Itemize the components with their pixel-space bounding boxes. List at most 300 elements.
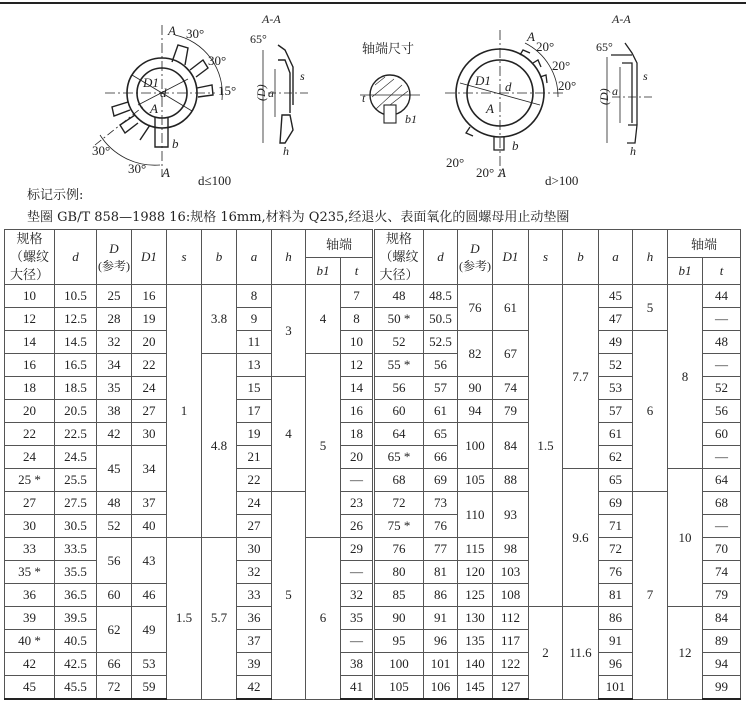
dimension-t-label: t xyxy=(362,91,366,105)
cell-spec: 27 xyxy=(5,492,55,515)
cell-d: 16.5 xyxy=(55,354,97,377)
cell-spec: 16 xyxy=(5,354,55,377)
cell-D1: 84 xyxy=(493,423,529,469)
dimension-a-label: a xyxy=(268,86,274,100)
header-b-symbol: b xyxy=(577,249,584,264)
cell-spec: 33 xyxy=(5,538,55,561)
cell-d: 56 xyxy=(424,354,458,377)
cell-spec: 50 * xyxy=(374,308,424,331)
cell-a: 17 xyxy=(237,400,272,423)
cell-d: 81 xyxy=(424,561,458,584)
cell-s: 1 xyxy=(167,285,202,538)
cell-D: 34 xyxy=(97,354,132,377)
cell-spec: 90 xyxy=(374,607,424,630)
washer-front-view-large xyxy=(445,29,578,187)
header-a xyxy=(237,230,272,285)
cell-spec: 64 xyxy=(374,423,424,446)
cell-spec: 48 xyxy=(374,285,424,308)
angle-label: 20° xyxy=(558,78,577,93)
dimension-h-label: h xyxy=(283,144,289,158)
cell-a: 24 xyxy=(237,492,272,515)
dimension-D-label: (D) xyxy=(254,84,268,101)
dimension-table xyxy=(4,229,741,700)
cell-d: 65 xyxy=(424,423,458,446)
header-shaft-end: 轴端 xyxy=(668,230,741,258)
section-mark-a: A xyxy=(527,29,535,44)
cell-D: 48 xyxy=(97,492,132,515)
cell-D: 52 xyxy=(97,515,132,538)
cell-a: 30 xyxy=(237,538,272,561)
table-row xyxy=(5,400,741,423)
cell-t: 38 xyxy=(341,653,374,676)
cell-b: 3.8 xyxy=(202,285,237,354)
cell-D: 62 xyxy=(97,607,132,653)
dimension-d-label: d xyxy=(160,85,167,100)
cell-t: 52 xyxy=(703,377,741,400)
cell-t: 94 xyxy=(703,653,741,676)
cell-a: 9 xyxy=(237,308,272,331)
header-s-symbol: s xyxy=(181,249,187,264)
cell-d: 33.5 xyxy=(55,538,97,561)
cell-D1: 61 xyxy=(493,285,529,331)
cell-b: 5.7 xyxy=(202,538,237,700)
cell-D1: 88 xyxy=(493,469,529,492)
header-spec-label: 规格（螺纹大径） xyxy=(9,231,49,282)
cell-d: 27.5 xyxy=(55,492,97,515)
section-mark-a: A xyxy=(168,23,176,38)
cell-D1: 43 xyxy=(132,538,167,584)
cell-D1: 93 xyxy=(493,492,529,538)
header-b xyxy=(563,230,599,285)
cell-s: 1.5 xyxy=(167,538,202,700)
marking-example-text: 垫圈 GB/T 858—1988 16:规格 16mm,材料为 Q235,经退火、表面氧化的圆螺母用止动垫圈 xyxy=(27,210,570,225)
cell-a: 22 xyxy=(237,469,272,492)
shaft-end-view xyxy=(360,41,420,126)
table-row xyxy=(5,446,741,469)
cell-t: — xyxy=(341,630,374,653)
header-d1 xyxy=(493,230,529,285)
cell-d: 40.5 xyxy=(55,630,97,653)
cell-D1: 49 xyxy=(132,607,167,653)
cell-spec: 55 * xyxy=(374,354,424,377)
cell-d: 101 xyxy=(424,653,458,676)
cell-spec: 68 xyxy=(374,469,424,492)
cell-d: 42.5 xyxy=(55,653,97,676)
cell-a: 27 xyxy=(237,515,272,538)
cell-t: 41 xyxy=(341,676,374,700)
header-s-symbol: s xyxy=(542,249,549,264)
header-h xyxy=(633,230,668,285)
cell-D1: 103 xyxy=(493,561,529,584)
cell-s: 1.5 xyxy=(529,285,563,607)
table-row xyxy=(5,515,741,538)
dimension-s-label: s xyxy=(300,69,305,83)
cell-s: 2 xyxy=(529,607,563,700)
table-row xyxy=(5,308,741,331)
cell-spec: 20 xyxy=(5,400,55,423)
cell-b1: 6 xyxy=(306,538,341,700)
angle-label: 15° xyxy=(218,83,237,98)
header-D-note: (参考) xyxy=(459,258,491,273)
cell-D1: 16 xyxy=(132,285,167,308)
cell-spec: 56 xyxy=(374,377,424,400)
cell-t: 35 xyxy=(341,607,374,630)
header-spec xyxy=(374,230,424,285)
cell-D: 35 xyxy=(97,377,132,400)
cell-t: 20 xyxy=(341,446,374,469)
cell-a: 76 xyxy=(599,561,633,584)
cell-d: 35.5 xyxy=(55,561,97,584)
cell-t: 12 xyxy=(341,354,374,377)
cell-b1: 8 xyxy=(668,285,703,469)
cell-spec: 14 xyxy=(5,331,55,354)
cell-d: 86 xyxy=(424,584,458,607)
angle-label: 65° xyxy=(250,32,267,46)
cell-t: 99 xyxy=(703,676,741,700)
cell-d: 45.5 xyxy=(55,676,97,700)
header-b xyxy=(202,230,237,285)
header-s xyxy=(529,230,563,285)
cell-t: 48 xyxy=(703,331,741,354)
cell-spec: 36 xyxy=(5,584,55,607)
cell-a: 96 xyxy=(599,653,633,676)
technical-drawings xyxy=(0,5,746,187)
header-spec-label: 规格（螺纹大径） xyxy=(379,231,419,282)
cell-t: 18 xyxy=(341,423,374,446)
cell-D1: 67 xyxy=(493,331,529,377)
cell-spec: 40 * xyxy=(5,630,55,653)
cell-spec: 10 xyxy=(5,285,55,308)
condition-label: d>100 xyxy=(545,173,579,187)
header-b1: b1 xyxy=(668,257,703,285)
cell-t: — xyxy=(341,561,374,584)
table-row xyxy=(5,285,741,308)
cell-D1: 74 xyxy=(493,377,529,400)
cell-t: 29 xyxy=(341,538,374,561)
header-shaft-end: 轴端 xyxy=(306,230,374,258)
header-b1: b1 xyxy=(306,257,341,285)
cell-D: 66 xyxy=(97,653,132,676)
cell-spec: 22 xyxy=(5,423,55,446)
cell-spec: 105 xyxy=(374,676,424,700)
cell-D1: 22 xyxy=(132,354,167,377)
dimension-d1-label: D1 xyxy=(143,75,159,90)
cell-t: 74 xyxy=(703,561,741,584)
cell-a: 57 xyxy=(599,400,633,423)
cell-t: — xyxy=(341,469,374,492)
cell-d: 39.5 xyxy=(55,607,97,630)
cell-spec: 35 * xyxy=(5,561,55,584)
angle-label: 30° xyxy=(92,143,111,158)
header-t: t xyxy=(341,257,374,285)
cell-D: 25 xyxy=(97,285,132,308)
header-t: t xyxy=(703,257,741,285)
dimension-d1-label: D1 xyxy=(475,73,491,88)
cell-t: 79 xyxy=(703,584,741,607)
angle-label: 20° xyxy=(476,165,495,180)
cell-spec: 80 xyxy=(374,561,424,584)
cell-t: — xyxy=(703,515,741,538)
cell-spec: 95 xyxy=(374,630,424,653)
cell-D: 100 xyxy=(458,423,493,469)
cell-spec: 25 * xyxy=(5,469,55,492)
cell-D: 56 xyxy=(97,538,132,584)
cell-D1: 24 xyxy=(132,377,167,400)
cell-d: 96 xyxy=(424,630,458,653)
cell-t: 32 xyxy=(341,584,374,607)
cell-D1: 19 xyxy=(132,308,167,331)
header-a xyxy=(599,230,633,285)
cell-d: 36.5 xyxy=(55,584,97,607)
cell-d: 14.5 xyxy=(55,331,97,354)
marking-example-title: 标记示例: xyxy=(27,188,84,203)
shaft-end-title: 轴端尺寸 xyxy=(362,41,415,56)
cell-b1: 10 xyxy=(668,469,703,607)
cell-a: 81 xyxy=(599,584,633,607)
cell-a: 39 xyxy=(237,653,272,676)
cell-b: 4.8 xyxy=(202,354,237,538)
cell-d: 91 xyxy=(424,607,458,630)
header-D1-text: D1 xyxy=(141,249,157,264)
cell-t: 23 xyxy=(341,492,374,515)
cell-spec: 65 * xyxy=(374,446,424,469)
cell-D: 28 xyxy=(97,308,132,331)
section-mark-a: A xyxy=(498,165,506,180)
cell-a: 8 xyxy=(237,285,272,308)
cell-h: 5 xyxy=(272,492,306,700)
cell-a: 33 xyxy=(237,584,272,607)
cell-d: 73 xyxy=(424,492,458,515)
header-spec xyxy=(5,230,55,285)
header-d1 xyxy=(132,230,167,285)
cell-D: 32 xyxy=(97,331,132,354)
cell-a: 45 xyxy=(599,285,633,308)
cell-D: 90 xyxy=(458,377,493,400)
cell-D1: 122 xyxy=(493,653,529,676)
cell-h: 5 xyxy=(633,285,668,331)
section-view-large xyxy=(596,12,655,158)
cell-d: 48.5 xyxy=(424,285,458,308)
cell-t: 84 xyxy=(703,607,741,630)
cell-b1: 12 xyxy=(668,607,703,700)
cell-a: 42 xyxy=(237,676,272,700)
cell-b: 11.6 xyxy=(563,607,599,700)
cell-D: 82 xyxy=(458,331,493,377)
cell-D1: 53 xyxy=(132,653,167,676)
cell-t: 7 xyxy=(341,285,374,308)
cell-D1: 108 xyxy=(493,584,529,607)
table-row xyxy=(5,676,741,700)
cell-t: 64 xyxy=(703,469,741,492)
cell-a: 47 xyxy=(599,308,633,331)
header-d xyxy=(424,230,458,285)
cell-D: 125 xyxy=(458,584,493,607)
header-D-symbol: D xyxy=(109,240,119,256)
dimension-b-label: b xyxy=(512,138,519,153)
cell-h: 3 xyxy=(272,285,306,377)
cell-spec: 100 xyxy=(374,653,424,676)
cell-d: 24.5 xyxy=(55,446,97,469)
cell-a: 49 xyxy=(599,331,633,354)
top-rule xyxy=(0,2,746,4)
cell-t: 16 xyxy=(341,400,374,423)
table-row xyxy=(5,607,741,630)
cell-D1: 20 xyxy=(132,331,167,354)
section-mark-a: A xyxy=(486,101,494,116)
cell-d: 61 xyxy=(424,400,458,423)
header-D-note: (参考) xyxy=(98,258,130,273)
cell-D1: 127 xyxy=(493,676,529,700)
cell-d: 20.5 xyxy=(55,400,97,423)
header-h-symbol: h xyxy=(646,249,654,264)
cell-D: 110 xyxy=(458,492,493,538)
cell-spec: 60 xyxy=(374,400,424,423)
cell-a: 13 xyxy=(237,354,272,377)
angle-label: 20° xyxy=(536,39,555,54)
cell-d: 106 xyxy=(424,676,458,700)
cell-a: 62 xyxy=(599,446,633,469)
cell-d: 69 xyxy=(424,469,458,492)
table-row xyxy=(5,538,741,561)
cell-D: 45 xyxy=(97,446,132,492)
angle-label: 65° xyxy=(596,40,613,54)
cell-t: 70 xyxy=(703,538,741,561)
table-row xyxy=(5,354,741,377)
table-row xyxy=(5,377,741,400)
cell-b1: 5 xyxy=(306,354,341,538)
cell-D: 140 xyxy=(458,653,493,676)
header-d-symbol: d xyxy=(72,249,79,264)
cell-d: 76 xyxy=(424,515,458,538)
cell-spec: 30 xyxy=(5,515,55,538)
dimension-d-label: d xyxy=(505,79,512,94)
header-d xyxy=(458,230,493,285)
cell-spec: 52 xyxy=(374,331,424,354)
cell-D: 76 xyxy=(458,285,493,331)
cell-D1: 112 xyxy=(493,607,529,630)
cell-D1: 59 xyxy=(132,676,167,700)
cell-a: 71 xyxy=(599,515,633,538)
cell-d: 50.5 xyxy=(424,308,458,331)
cell-t: 44 xyxy=(703,285,741,308)
section-title: A-A xyxy=(612,12,631,26)
cell-D: 135 xyxy=(458,630,493,653)
cell-d: 12.5 xyxy=(55,308,97,331)
cell-a: 53 xyxy=(599,377,633,400)
cell-D1: 98 xyxy=(493,538,529,561)
cell-d: 77 xyxy=(424,538,458,561)
header-d-symbol: d xyxy=(437,249,444,264)
cell-D: 115 xyxy=(458,538,493,561)
section-title: A-A xyxy=(262,12,281,26)
cell-D1: 40 xyxy=(132,515,167,538)
table-row xyxy=(5,423,741,446)
cell-D: 145 xyxy=(458,676,493,700)
cell-D1: 37 xyxy=(132,492,167,515)
cell-a: 11 xyxy=(237,331,272,354)
table-row xyxy=(5,653,741,676)
cell-d: 66 xyxy=(424,446,458,469)
cell-a: 37 xyxy=(237,630,272,653)
dimension-a-label: a xyxy=(612,84,618,98)
header-row xyxy=(5,230,741,258)
cell-D1: 117 xyxy=(493,630,529,653)
table-row xyxy=(5,331,741,354)
cell-a: 61 xyxy=(599,423,633,446)
header-h xyxy=(272,230,306,285)
angle-label: 20° xyxy=(552,58,571,73)
cell-a: 65 xyxy=(599,469,633,492)
cell-a: 72 xyxy=(599,538,633,561)
cell-t: 10 xyxy=(341,331,374,354)
cell-a: 101 xyxy=(599,676,633,700)
table-row xyxy=(5,584,741,607)
cell-D1: 27 xyxy=(132,400,167,423)
cell-spec: 18 xyxy=(5,377,55,400)
cell-D1: 46 xyxy=(132,584,167,607)
cell-a: 19 xyxy=(237,423,272,446)
dimension-h-label: h xyxy=(630,144,636,158)
cell-d: 30.5 xyxy=(55,515,97,538)
cell-D1: 34 xyxy=(132,446,167,492)
angle-label: 20° xyxy=(446,155,465,170)
header-s xyxy=(167,230,202,285)
cell-D: 60 xyxy=(97,584,132,607)
cell-D: 120 xyxy=(458,561,493,584)
dimension-s-label: s xyxy=(643,69,648,83)
cell-b1: 4 xyxy=(306,285,341,354)
cell-t: 26 xyxy=(341,515,374,538)
cell-spec: 85 xyxy=(374,584,424,607)
cell-a: 69 xyxy=(599,492,633,515)
cell-spec: 76 xyxy=(374,538,424,561)
cell-D1: 30 xyxy=(132,423,167,446)
cell-spec: 12 xyxy=(5,308,55,331)
cell-a: 52 xyxy=(599,354,633,377)
cell-b: 7.7 xyxy=(563,285,599,469)
cell-d: 10.5 xyxy=(55,285,97,308)
cell-t: — xyxy=(703,446,741,469)
cell-b: 9.6 xyxy=(563,469,599,607)
cell-t: 89 xyxy=(703,630,741,653)
cell-D: 130 xyxy=(458,607,493,630)
cell-spec: 72 xyxy=(374,492,424,515)
angle-label: 30° xyxy=(208,53,227,68)
dimension-D-label: (D) xyxy=(597,88,611,105)
cell-spec: 75 * xyxy=(374,515,424,538)
cell-spec: 45 xyxy=(5,676,55,700)
header-d xyxy=(55,230,97,285)
header-a-symbol: a xyxy=(612,249,619,264)
header-D-symbol: D xyxy=(470,240,480,256)
cell-a: 21 xyxy=(237,446,272,469)
cell-t: 60 xyxy=(703,423,741,446)
cell-d: 25.5 xyxy=(55,469,97,492)
angle-label: 30° xyxy=(128,161,147,176)
section-view-small xyxy=(250,12,310,158)
washer-front-view-small xyxy=(92,23,236,187)
table-row xyxy=(5,492,741,515)
cell-spec: 24 xyxy=(5,446,55,469)
cell-h: 4 xyxy=(272,377,306,492)
dimension-b1-label: b1 xyxy=(405,112,417,126)
cell-d: 18.5 xyxy=(55,377,97,400)
cell-h: 7 xyxy=(633,492,668,700)
section-mark-a: A xyxy=(150,101,158,116)
angle-label: 30° xyxy=(186,26,205,41)
header-D1-text: D1 xyxy=(502,249,519,264)
cell-t: 8 xyxy=(341,308,374,331)
